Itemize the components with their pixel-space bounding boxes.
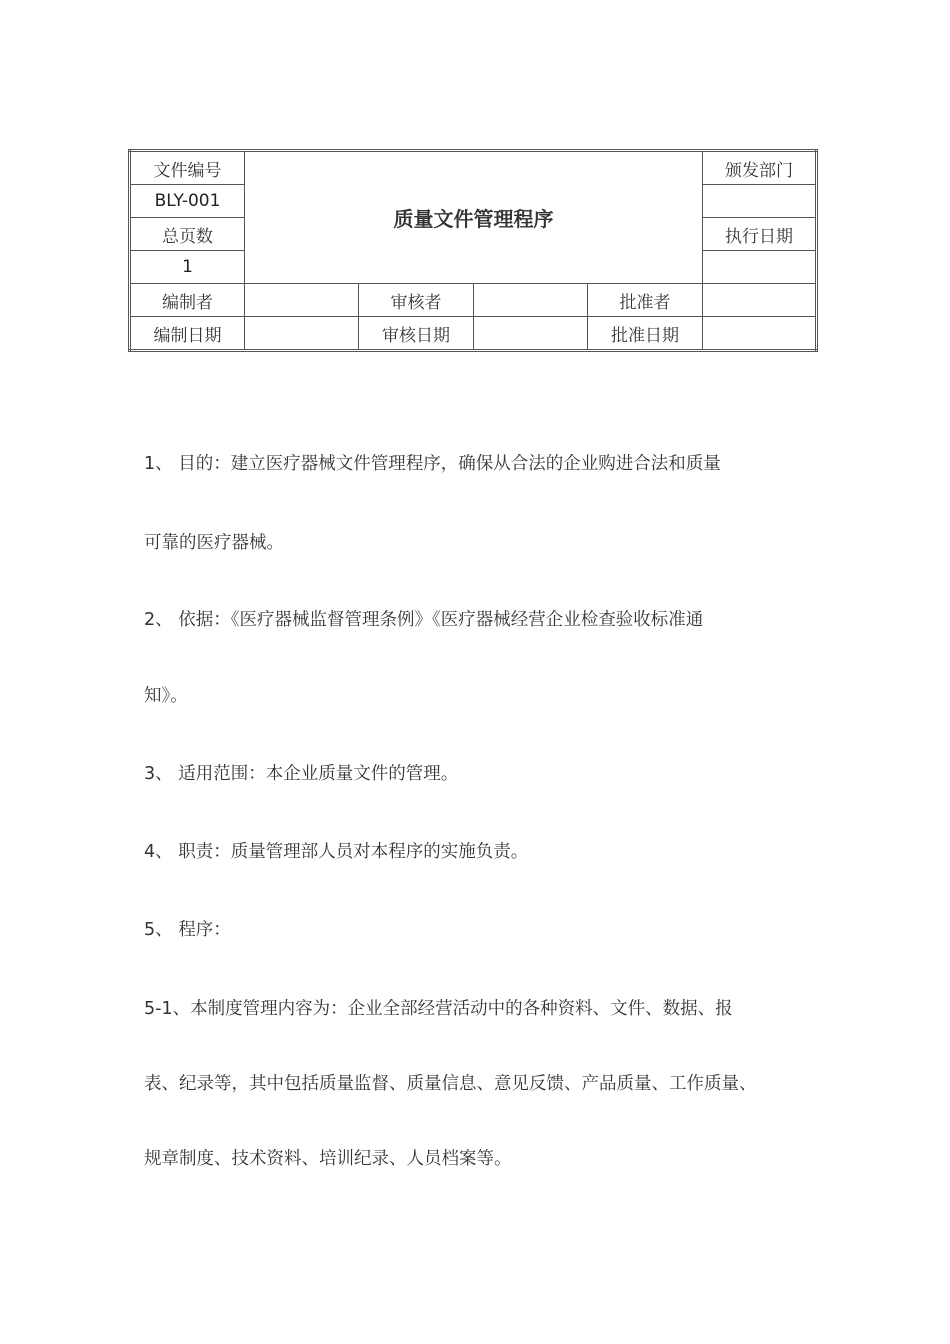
file-number-value: BLY-001 xyxy=(130,185,245,218)
body-line-purpose-cont: 可靠的医疗器械。 xyxy=(144,533,284,553)
approver-label: 批准者 xyxy=(588,284,703,317)
body-line-purpose: 1、 目的：建立医疗器械文件管理程序，确保从合法的企业购进合法和质量 xyxy=(144,454,721,474)
approve-date-label: 批准日期 xyxy=(588,317,703,351)
review-date-value xyxy=(474,317,588,351)
review-date-label: 审核日期 xyxy=(359,317,474,351)
execution-date-label: 执行日期 xyxy=(703,218,817,251)
document-header-table xyxy=(128,149,818,352)
approve-date-value xyxy=(703,317,817,351)
reviewer-label: 审核者 xyxy=(359,284,474,317)
file-number-label: 文件编号 xyxy=(130,151,245,185)
reviewer-value xyxy=(474,284,588,317)
author-value xyxy=(245,284,359,317)
author-date-value xyxy=(245,317,359,351)
body-line-procedure-5-1-end: 规章制度、技术资料、培训纪录、人员档案等。 xyxy=(144,1149,512,1169)
issuing-department-label: 颁发部门 xyxy=(703,151,817,185)
body-line-responsibility: 4、 职责：质量管理部人员对本程序的实施负责。 xyxy=(144,842,529,862)
author-date-label: 编制日期 xyxy=(130,317,245,351)
total-pages-value: 1 xyxy=(130,251,245,284)
body-line-procedure-5-1: 5-1、本制度管理内容为：企业全部经营活动中的各种资料、文件、数据、报 xyxy=(144,999,733,1019)
body-line-procedure: 5、 程序： xyxy=(144,920,231,940)
document-title: 质量文件管理程序 xyxy=(245,151,703,284)
body-line-basis-cont: 知》。 xyxy=(144,686,188,706)
body-line-procedure-5-1-cont: 表、纪录等，其中包括质量监督、质量信息、意见反馈、产品质量、工作质量、 xyxy=(144,1074,757,1094)
body-line-scope: 3、 适用范围：本企业质量文件的管理。 xyxy=(144,764,459,784)
execution-date-value xyxy=(703,251,817,284)
author-label: 编制者 xyxy=(130,284,245,317)
approver-value xyxy=(703,284,817,317)
issuing-department-value xyxy=(703,185,817,218)
total-pages-label: 总页数 xyxy=(130,218,245,251)
body-line-basis: 2、 依据：《医疗器械监督管理条例》《医疗器械经营企业检查验收标准通 xyxy=(144,610,704,630)
